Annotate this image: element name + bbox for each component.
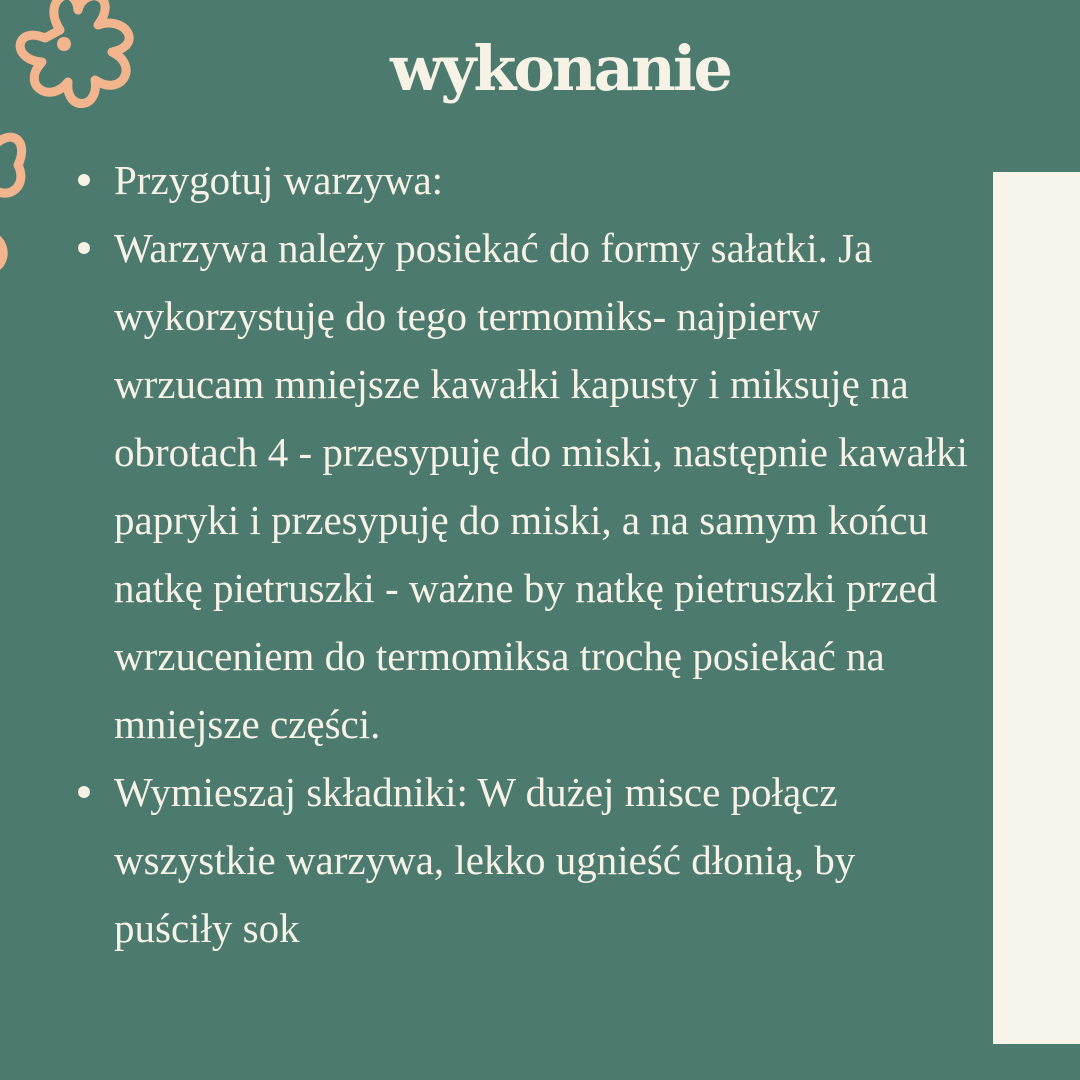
- bullet-dot-icon: [78, 786, 90, 798]
- list-item: [76, 758, 976, 962]
- step-text: Przygotuj warzywa:: [114, 157, 444, 203]
- steps-list: [76, 146, 976, 962]
- bullet-dot-icon: [78, 242, 90, 254]
- bullet-dot-icon: [78, 174, 90, 186]
- list-item: [76, 214, 976, 758]
- page-title: wykonanie: [389, 32, 731, 105]
- list-item: [76, 146, 976, 214]
- step-text: Wymieszaj składniki: W dużej misce połącz wszystkie warzywa, lekko ugnieść dłonią, by puściły sok: [114, 769, 856, 951]
- step-text: Warzywa należy posiekać do formy sałatki. Ja wykorzystuję do tego termomiks- najpierw wrzucam mniejsze kawałki kapusty i miksuję na obrotach 4 - przesypuję do miski, następnie kawałki papryki i przesypuję do miski, a na samym końcu natkę pietruszki - ważne by natkę pietruszki przed wrzuceniem do termomiksa trochę posiekać na mniejsze części.: [114, 225, 968, 747]
- side-panel: [993, 172, 1080, 1044]
